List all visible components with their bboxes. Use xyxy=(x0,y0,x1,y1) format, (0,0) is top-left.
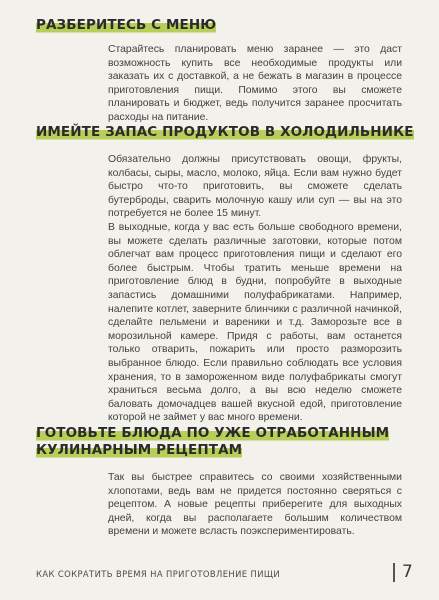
section-heading-menu xyxy=(36,17,216,34)
footer-book-title: КАК СОКРАТИТЬ ВРЕМЯ НА ПРИГОТОВЛЕНИЕ ПИЩИ xyxy=(36,569,281,579)
heading-highlight-line-1: ГОТОВЬТЕ БЛЮДА ПО УЖЕ ОТРАБОТАННЫМ xyxy=(36,425,390,441)
paragraph: Обязательно должны присутствовать овощи, фрукты, колбасы, сыры, масло, молоко, яйца. Если вам нужно будет быстро что-то приготовить, вы сможете сделать бутерброды, сварить молочную кашу или суп — вы на это потребуется не более 15 минут. xyxy=(108,154,402,220)
footer-divider xyxy=(393,563,395,582)
heading-highlight: ИМЕЙТЕ ЗАПАС ПРОДУКТОВ В ХОЛОДИЛЬНИКЕ xyxy=(36,124,414,140)
section-heading-fridge xyxy=(36,124,414,141)
paragraph: Так вы быстрее справитесь со своими хозяйственными хлопотами, ведь вам не придется постоянно сверяться с рецептом. А новые рецепты приберегите для выходных дней, когда вы располагаете большим количеством времени и можете всласть поэкспериментировать. xyxy=(108,472,402,538)
paragraph: Старайтесь планировать меню заранее — это даст возможность купить все необходимые продукты или заказать их с доставкой, а не бежать в магазин в процессе приготовления пищи. Помимо этого вы сможете планировать и бюджет, ведь получится заранее просчитать расходы на питание. xyxy=(108,44,402,123)
paragraph: В выходные, когда у вас есть больше свободного времени, вы можете сделать различные заготовки, которые потом облегчат вам процесс приготовления пищи и сделают его более быстрым. Чтобы тратить меньше времени на приготовление блюд в будни, попробуйте в выходные запастись домашними полуфабрикатами. Например, налепите котлет, заверните блинчики с различной начинкой, сделайте пельмени и вареники и т.д. Заморозьте все в морозильной камере. Придя с работы, вам останется только отварить, пожарить или просто разморозить выбранное блюдо. Если правильно соблюдать все условия хранения, то в замороженном виде полуфабрикаты смогут храниться весьма долго, а вы всю неделю сможете баловать домочадцев вашей вкусной едой, приготовление которой не займет у вас много времени. xyxy=(108,221,402,424)
page-number: 7 xyxy=(402,562,413,582)
section-heading-recipes xyxy=(36,425,389,459)
heading-highlight-line-2: КУЛИНАРНЫМ РЕЦЕПТАМ xyxy=(36,442,243,458)
section-paragraph-menu xyxy=(108,43,402,125)
section-paragraph-recipes xyxy=(108,471,402,539)
heading-highlight: РАЗБЕРИТЕСЬ С МЕНЮ xyxy=(36,17,217,33)
section-paragraphs-fridge xyxy=(108,153,402,425)
